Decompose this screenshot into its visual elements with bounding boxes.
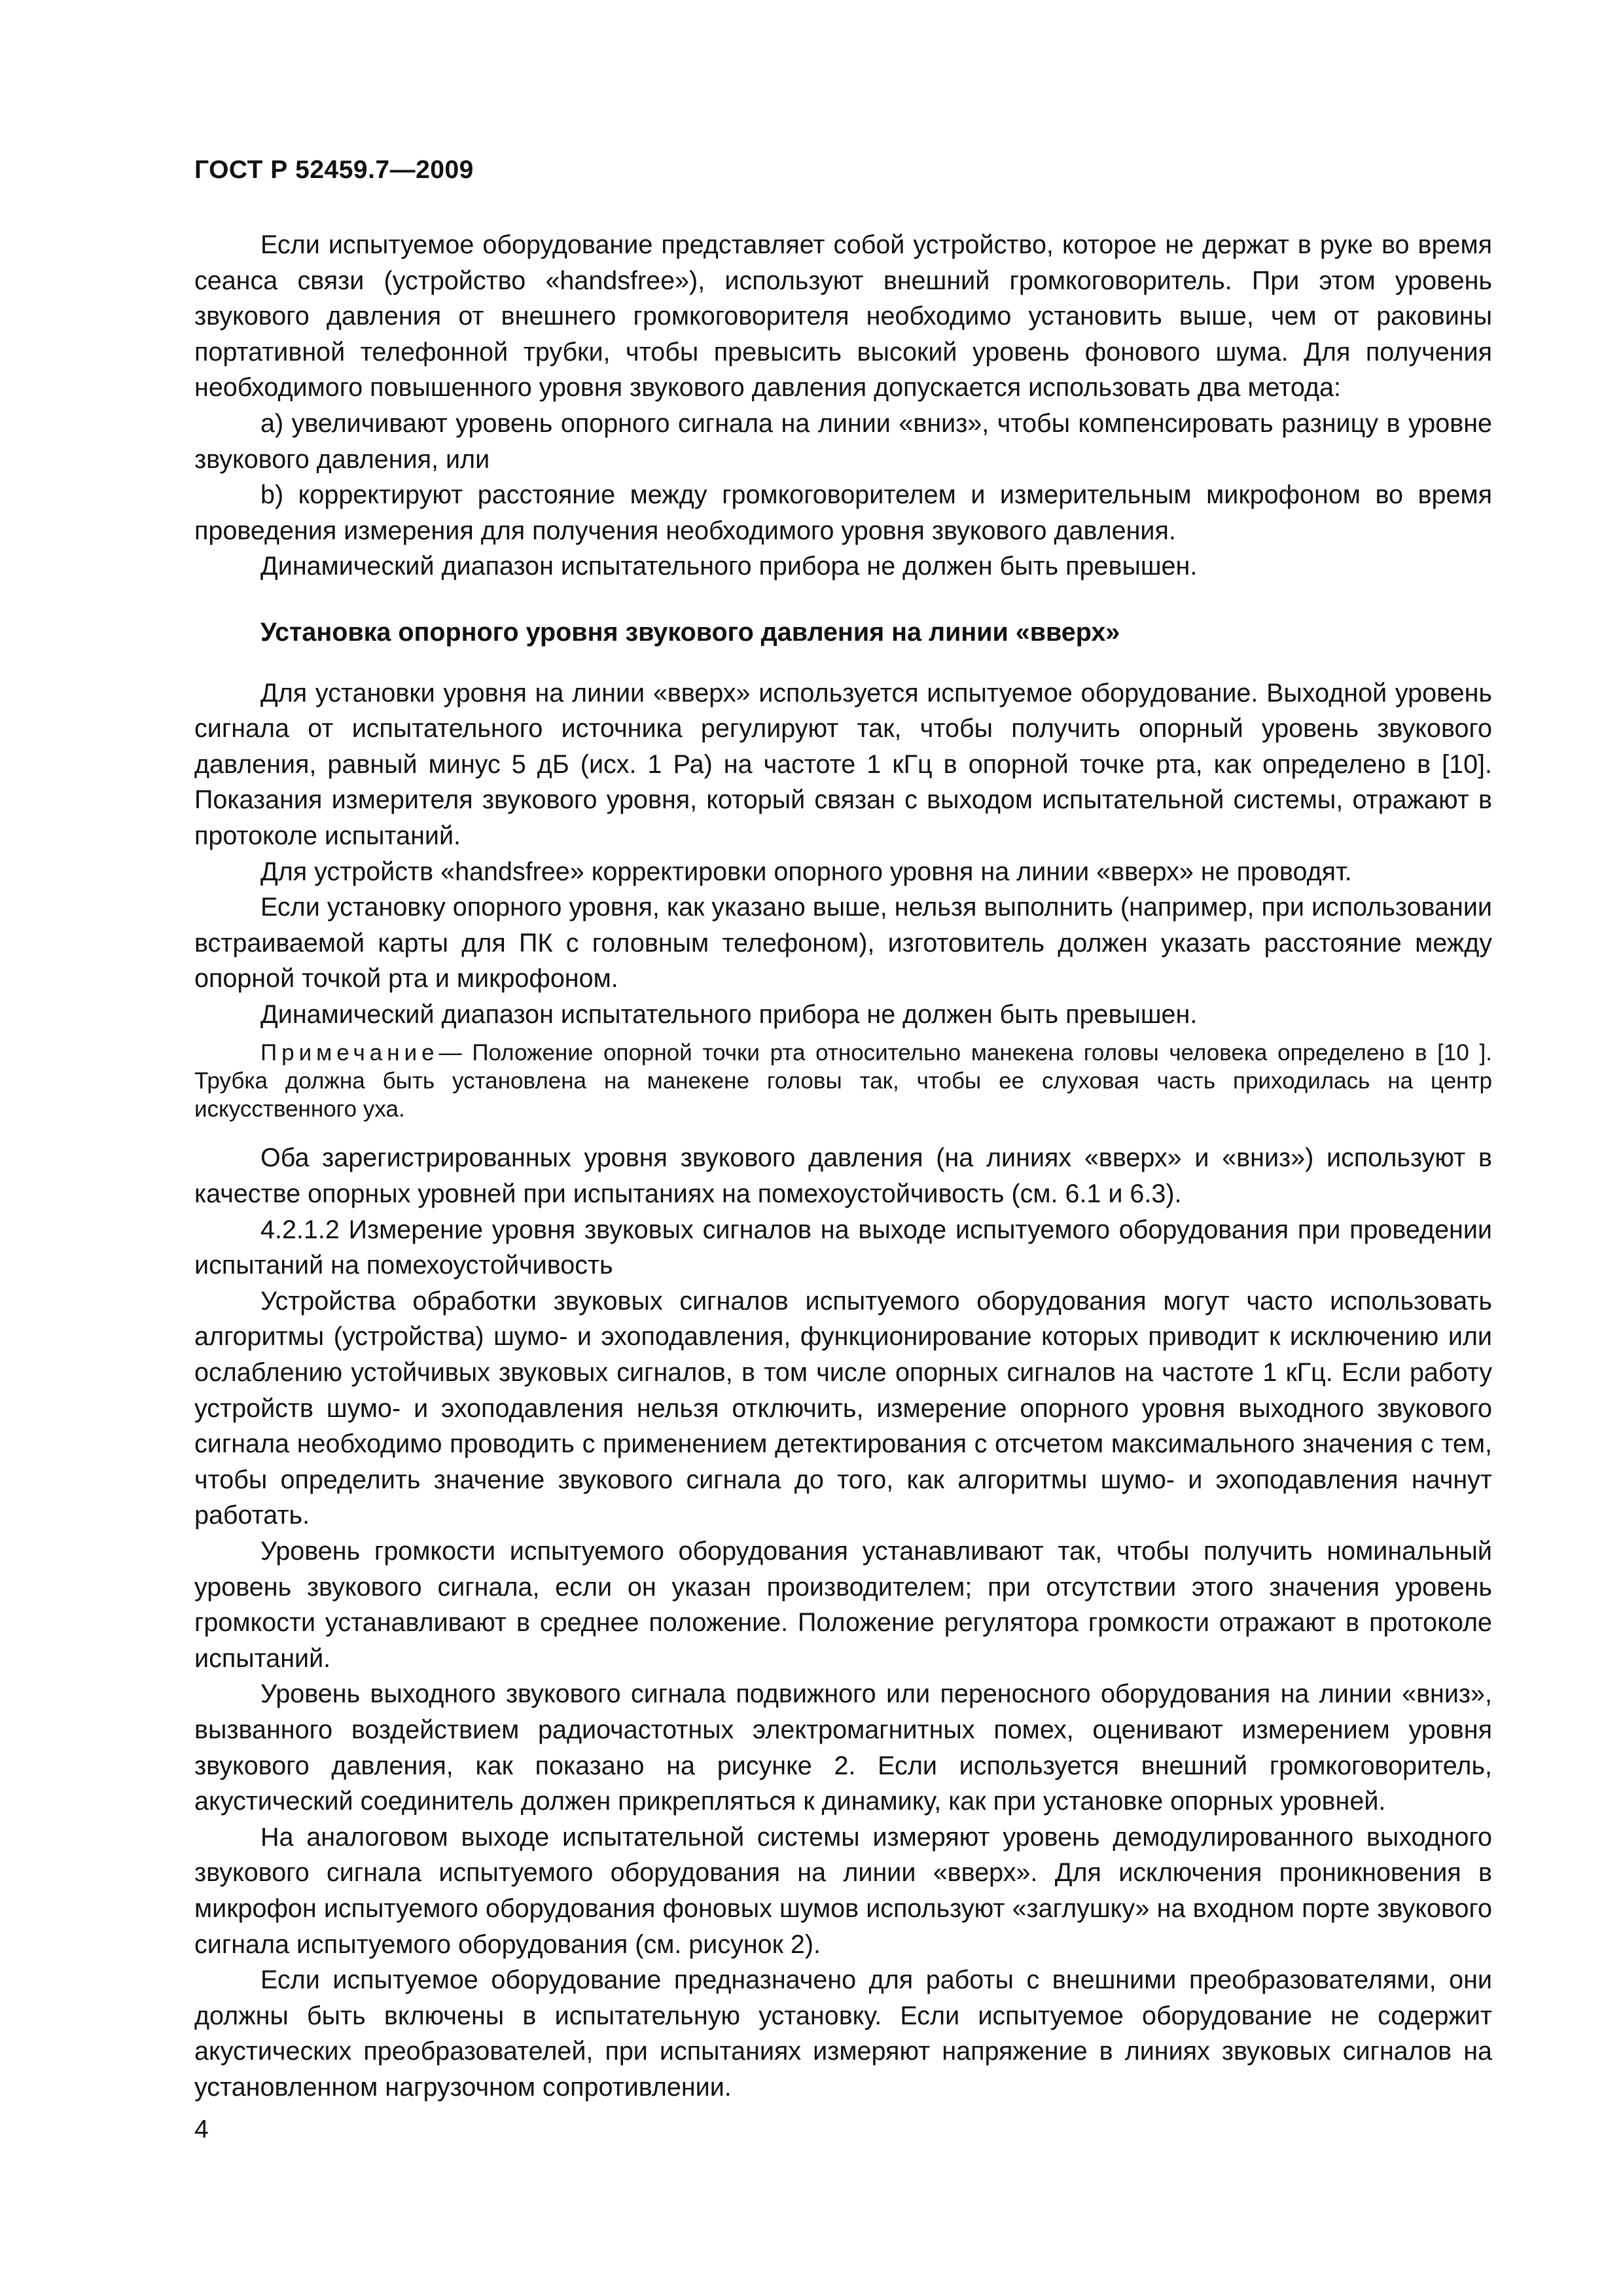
- note-text: — Положение опорной точки рта относительно манекена головы человека определено в [10 ]. Трубка должна быть установлена на манекене головы так, чтобы ее слуховая часть приходилась на центр искусственного уха.: [194, 1040, 1492, 1122]
- document-body: [194, 227, 1492, 2106]
- paragraph: Для установки уровня на линии «вверх» используется испытуемое оборудование. Выходной уровень сигнала от испытательного источника регулируют так, чтобы получить опорный уровень звукового давления, равный минус 5 дБ (исх. 1 Ра) на частоте 1 кГц в опорной точке рта, как определено в [10]. Показания измерителя звукового уровня, который связан с выходом испытательной системы, отражают в протоколе испытаний.: [194, 678, 1492, 850]
- paragraph: На аналоговом выходе испытательной системы измеряют уровень демодулированного выходного звукового сигнала испытуемого оборудования на линии «вверх». Для исключения проникновения в микрофон испытуемого оборудования фоновых шумов используют «заглушку» на входном порте звукового сигнала испытуемого оборудования (см. рисунок 2).: [194, 1822, 1492, 1959]
- list-item-b: b) корректируют расстояние между громкоговорителем и измерительным микрофоном во время проведения измерения для получения необходимого уровня звукового давления.: [194, 480, 1492, 545]
- paragraph: Уровень выходного звукового сигнала подвижного или переносного оборудования на линии «вниз», вызванного воздействием радиочастотных электромагнитных помех, оценивают измерением уровня звукового давления, как показано на рисунке 2. Если используется внешний громкоговоритель, акустический соединитель должен прикрепляться к динамику, как при установке опорных уровней.: [194, 1679, 1492, 1816]
- page-number: 4: [194, 2115, 209, 2144]
- paragraph: Динамический диапазон испытательного прибора не должен быть превышен.: [260, 999, 1198, 1029]
- list-item-a: a) увеличивают уровень опорного сигнала на линии «вниз», чтобы компенсировать разницу в уровне звукового давления, или: [194, 408, 1492, 474]
- paragraph: Устройства обработки звуковых сигналов испытуемого оборудования могут часто использовать алгоритмы (устройства) шумо- и эхоподавления, функционирование которых приводит к исключению или ослаблению устойчивых звуковых сигналов, в том числе опорных сигналов на частоте 1 кГц. Если работу устройств шумо- и эхоподавления нельзя отключить, измерение опорного уровня выходного звукового сигнала необходимо проводить с применением детектирования с отсчетом максимального значения с тем, чтобы определить значение звукового сигнала до того, как алгоритмы шумо- и эхоподавления начнут работать.: [194, 1286, 1492, 1530]
- note: [194, 1039, 1492, 1123]
- paragraph: Если испытуемое оборудование предназначено для работы с внешними преобразователями, они должны быть включены в испытательную установку. Если испытуемое оборудование не содержит акустических преобразователей, при испытаниях измеряют напряжение в линиях звуковых сигналов на установленном нагрузочном сопротивлении.: [194, 1965, 1492, 2102]
- note-label: Примечание: [260, 1040, 439, 1066]
- paragraph: Оба зарегистрированных уровня звукового давления (на линиях «вверх» и «вниз») используют в качестве опорных уровней при испытаниях на помехоустойчивость (см. 6.1 и 6.3).: [194, 1143, 1492, 1209]
- document-header: ГОСТ Р 52459.7—2009: [194, 156, 474, 184]
- paragraph: Динамический диапазон испытательного прибора не должен быть превышен.: [260, 552, 1198, 581]
- paragraph: Если испытуемое оборудование представляет собой устройство, которое не держат в руке во время сеанса связи (устройство «handsfree»), используют внешний громкоговоритель. При этом уровень звукового давления от внешнего громкоговорителя необходимо установить выше, чем от раковины портативной телефонной трубки, чтобы превысить высокий уровень фонового шума. Для получения необходимого повышенного уровня звукового давления допускается использовать два метода:: [194, 230, 1492, 403]
- paragraph: Уровень громкости испытуемого оборудования устанавливают так, чтобы получить номинальный уровень звукового сигнала, если он указан производителем; при отсутствии этого значения уровень громкости устанавливают в среднее положение. Положение регулятора громкости отражают в протоколе испытаний.: [194, 1537, 1492, 1673]
- section-heading: Установка опорного уровня звукового давления на линии «вверх»: [260, 617, 1120, 647]
- paragraph: Для устройств «handsfree» корректировки опорного уровня на линии «вверх» не проводят.: [260, 857, 1352, 886]
- subsection-heading: 4.2.1.2 Измерение уровня звуковых сигналов на выходе испытуемого оборудования при проведении испытаний на помехоустойчивость: [194, 1215, 1492, 1280]
- paragraph: Если установку опорного уровня, как указано выше, нельзя выполнить (например, при использовании встраиваемой карты для ПК с головным телефоном), изготовитель должен указать расстояние между опорной точкой рта и микрофоном.: [194, 893, 1492, 994]
